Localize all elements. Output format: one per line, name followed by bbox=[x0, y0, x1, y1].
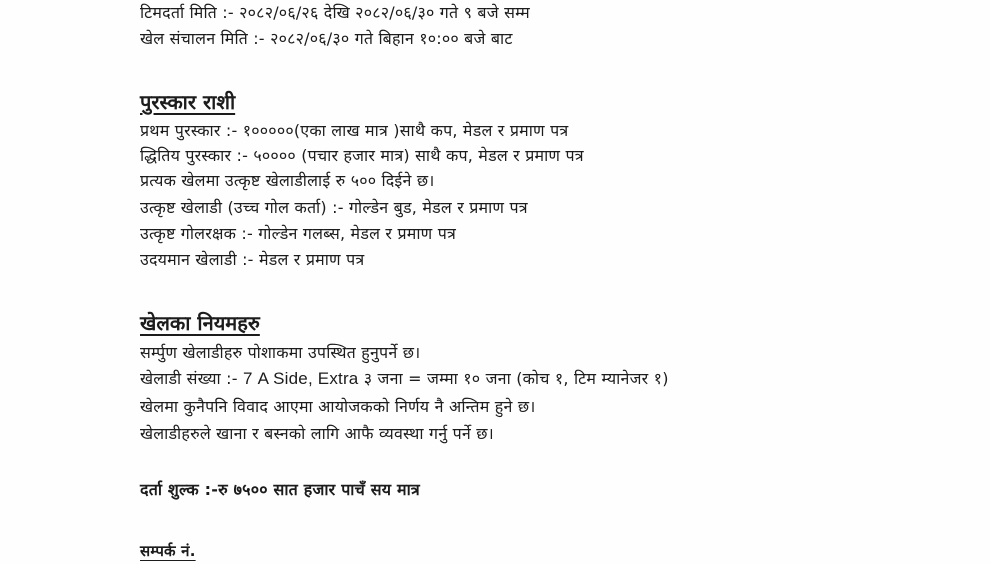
rule-item-2-suffix: ३ जना = जम्मा १० जना (कोच १, टिम म्यानेजर १) bbox=[358, 369, 669, 388]
prize-item-5: उत्कृष्ट गोलरक्षक :- गोल्डेन गलब्स, मेडल र प्रमाण पत्र bbox=[140, 224, 457, 243]
registration-fee: दर्ता शुल्क :-रु ७५०० सात हजार पाचँ सय मात्र bbox=[140, 480, 420, 499]
rule-item-2 bbox=[140, 368, 669, 390]
prize-item-1: प्रथम पुरस्कार :- १०००००(एका लाख मात्र )साथै कप, मेडल र प्रमाण पत्र bbox=[140, 121, 569, 140]
prize-item-2: द्धितिय पुरस्कार :- ५०००० (पचार हजार मात्र) साथै कप, मेडल र प्रमाण पत्र bbox=[140, 146, 584, 165]
prize-item-6: उदयमान खेलाडी :- मेडल र प्रमाण पत्र bbox=[140, 250, 365, 269]
rule-item-2-latin: 7 A Side, Extra bbox=[243, 369, 359, 388]
rule-item-4: खेलाडीहरुले खाना र बस्नको लागि आफै व्यवस्था गर्नु पर्ने छ। bbox=[140, 424, 494, 443]
contact-label bbox=[140, 540, 196, 562]
rule-item-2-prefix: खेलाडी संख्या :- bbox=[140, 369, 244, 388]
registration-date-line: टिमदर्ता मिति :- २०८२/०६/२६ देखि २०८२/०६/३० गते ९ बजे सम्म bbox=[140, 3, 530, 22]
rules-heading: खेलका नियमहरु bbox=[140, 311, 260, 335]
game-start-date-line: खेल संचालन मिति :- २०८२/०६/३० गते बिहान १०:०० बजे बाट bbox=[140, 29, 513, 48]
prize-heading: पुरस्कार राशी bbox=[140, 90, 236, 114]
rule-item-1: सर्म्पुण खेलाडीहरु पोशाकमा उपस्थित हुनुपर्ने छ। bbox=[140, 343, 421, 362]
prize-item-4: उत्कृष्ट खेलाडी (उच्च गोल कर्ता) :- गोल्डेन बुड, मेडल र प्रमाण पत्र bbox=[140, 198, 528, 217]
contact-label-text: सम्पर्क नं. bbox=[140, 542, 196, 560]
prize-item-3: प्रत्यक खेलमा उत्कृष्ट खेलाडीलाई रु ५०० दिईने छ। bbox=[140, 171, 435, 190]
rule-item-3: खेलमा कुनैपनि विवाद आएमा आयोजकको निर्णय नै अन्तिम हुने छ। bbox=[140, 397, 536, 416]
